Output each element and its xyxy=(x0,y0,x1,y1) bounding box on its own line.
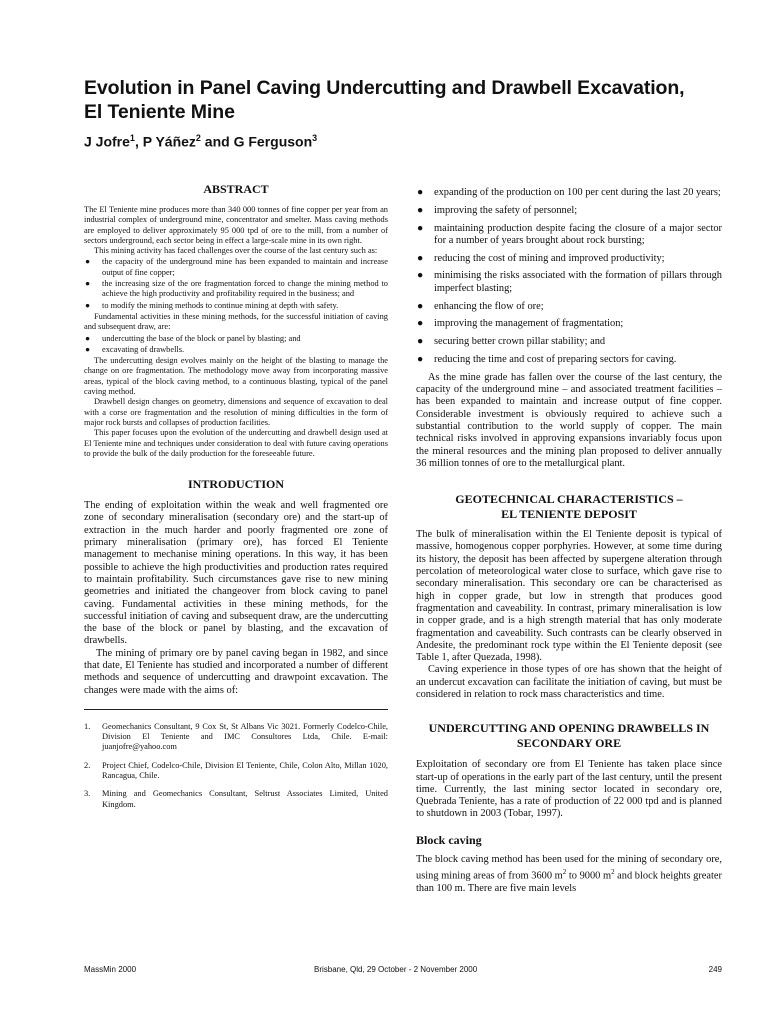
list-item xyxy=(84,257,388,278)
list-item xyxy=(416,354,722,366)
introduction-paragraph: The ending of exploitation within the weak and well fragmented ore zone of secondary mineralisation (secondary ore) and the start-up of extraction in the much harder and poorly fragmented ore zone of primary mineralisation (primary ore), has forced El Teniente management to mechanise mining operations. In this way, it has been possible to achieve the high productivities and production rates required to maintain profitability. Such circumstances gave rise to new mining geometries and initiated the changeover from block caving to panel caving. Fundamental activities in these mining methods, for the successful initiation of caving and subsequent draw, are the undercutting the base of the block or panel by blasting, and the excavation of drawbells. xyxy=(84,500,388,647)
bullet-icon: ● xyxy=(417,252,424,264)
list-item-text: maintaining production despite facing the closure of a major sector for a number of years brought about rock bursting; xyxy=(434,222,722,246)
list-item xyxy=(84,334,388,344)
right-column xyxy=(416,187,722,895)
abstract-paragraph: Fundamental activities in these mining methods, for the successful initiation of caving and subsequent draw, are: xyxy=(84,311,388,332)
list-item-text: securing better crown pillar stability; and xyxy=(434,336,606,348)
list-item-text: improving the safety of personnel; xyxy=(434,204,578,216)
footnote xyxy=(84,789,388,810)
bullet-icon: ● xyxy=(417,336,424,348)
list-item-text: expanding of the production on 100 per cent during the last 20 years; xyxy=(434,187,721,198)
bullet-icon: ● xyxy=(417,222,424,234)
unit-superscript: 2 xyxy=(562,868,567,877)
text-run: and block heights greater than 100 m. There are five main levels xyxy=(416,870,722,894)
author-list xyxy=(84,133,317,150)
footnote-divider xyxy=(84,709,388,710)
introduction-heading: INTRODUCTION xyxy=(187,477,284,492)
text-run: The block caving method has been used for the mining of secondary ore, using mining areas of from 3600 m xyxy=(416,853,722,882)
abstract-paragraph: This paper focuses upon the evolution of the undercutting and drawbell design used at El Teniente mine and techniques under consideration to deal with future caving operations to provide the bulk of the daily production for the foreseeable future. xyxy=(84,428,388,458)
list-item-text: minimising the risks associated with the formation of pillars through imperfect blasting; xyxy=(434,270,722,294)
undercutting-heading-line: SECONDARY ORE xyxy=(516,736,622,751)
footnotes xyxy=(84,722,388,810)
list-item-text: excavating of drawbells. xyxy=(102,344,185,354)
geotech-heading xyxy=(416,492,722,522)
block-caving-body xyxy=(416,854,722,895)
footnote-number: 1. xyxy=(84,721,91,731)
abstract-paragraph: Drawbell design changes on geometry, dimensions and sequence of excavation to deal with a corse ore fragmentation and the resolution of mining difficulties in the form of major rock bursts and collapses of production facilities. xyxy=(84,397,388,427)
list-item-text: to modify the mining methods to continue mining at depth with safety. xyxy=(102,300,339,310)
list-item-text: the increasing size of the ore fragmentation forced to change the mining method to achieve the high productivity and profitability required in the business; and xyxy=(102,279,388,299)
geotech-heading-line: GEOTECHNICAL CHARACTERISTICS – xyxy=(455,492,683,507)
paper-title: Evolution in Panel Caving Undercutting and Drawbell Excavation, El Teniente Mine xyxy=(84,77,685,123)
bullet-icon: ● xyxy=(417,187,424,198)
bullet-icon: ● xyxy=(417,318,424,330)
geotech-heading-line: EL TENIENTE DEPOSIT xyxy=(501,507,637,522)
abstract-heading: ABSTRACT xyxy=(203,182,269,196)
geotech-body xyxy=(416,529,722,701)
undercutting-body xyxy=(416,759,722,820)
author-name: P Yáñez xyxy=(142,133,196,150)
bullet-icon: ● xyxy=(417,204,424,216)
abstract-paragraph: The undercutting design evolves mainly on the height of the blasting to manage the change on ore fragmentation. The methodology move away from incorporating massive areas, typical of the block caving method, to a continuous blasting, typical of the panel caving method. xyxy=(84,356,388,397)
bullet-icon: ● xyxy=(417,300,424,312)
left-column xyxy=(84,182,388,818)
list-item xyxy=(416,187,722,199)
bullet-icon: ● xyxy=(85,333,91,343)
bullet-icon: ● xyxy=(417,353,424,365)
list-item xyxy=(416,301,722,313)
geotech-paragraph: The bulk of mineralisation within the El Teniente deposit is typical of massive, homogenous copper porphyries. However, at some time during its history, the deposit has been affected by supergene alteration through percolation of meteorological water close to surface, which gave rise to secondary mineralisation. This secondary ore can be characterised as high in copper grade, but low in strength that produces good fragmentation and caveability. In contrast, primary mineralisation is low in copper grade, and is a high strength material that has only moderate fragmentation and caveability. Such contrasts can be clearly observed in Andesite, the predominant rock type within the El Teniente deposit (see Table 1, after Quezada, 1998). xyxy=(416,529,722,664)
list-item xyxy=(84,301,388,311)
abstract-bullet-list xyxy=(84,257,388,310)
geotech-paragraph: Caving experience in those types of ore has shown that the height of an undercut excavation can facilitate the initiation of caving, but must be considered in relation to rock mass characteristics and time. xyxy=(416,664,722,700)
unit-superscript: 2 xyxy=(611,868,615,877)
list-item xyxy=(84,345,388,355)
list-item-text: improving the management of fragmentation; xyxy=(434,318,624,330)
author-separator: and xyxy=(200,133,234,150)
list-item xyxy=(416,270,722,295)
list-item-text: undercutting the base of the block or panel by blasting; and xyxy=(102,333,301,343)
footnote xyxy=(84,722,388,753)
aims-section xyxy=(416,187,722,470)
list-item-text: reducing the time and cost of preparing sectors for caving. xyxy=(434,353,677,365)
block-caving-heading: Block caving xyxy=(416,832,482,847)
author-name: G Ferguson xyxy=(233,133,313,150)
footnote-number: 2. xyxy=(84,760,91,770)
body-paragraph: As the mine grade has fallen over the course of the last century, the capacity of the underground mine – and associated treatment facilities – has been expanded to maintain and increase output of fine copper. Considerable investment is obviously required to achieve such a substantial contribution to the world supply of copper. The main technical risks involved in approving expansions invariably focus upon the mineral resources and the mining plan proposed to deliver annually 36 million tonnes of ore to the metallurgical plant. xyxy=(416,371,722,469)
bullet-icon: ● xyxy=(85,279,91,289)
footer-conference: MassMin 2000 xyxy=(84,965,137,974)
introduction-body xyxy=(84,500,388,697)
footnote xyxy=(84,761,388,782)
author-affiliation-mark: 2 xyxy=(195,133,201,143)
abstract-body xyxy=(84,205,388,459)
abstract-paragraph: This mining activity has faced challenges over the course of the last century such as: xyxy=(94,246,378,256)
list-item-text: reducing the cost of mining and improved productivity; xyxy=(434,252,665,264)
list-item xyxy=(416,253,722,265)
undercutting-heading-line: UNDERCUTTING AND OPENING DRAWBELLS IN xyxy=(428,721,710,736)
bullet-icon: ● xyxy=(85,344,91,354)
aims-bullet-list xyxy=(416,187,722,366)
footnote-text: Project Chief, Codelco-Chile, Division El Teniente, Chile, Colon Alto, Millan 1020, Rancagua, Chile. xyxy=(102,760,388,781)
author-separator: , xyxy=(134,133,143,150)
undercutting-heading xyxy=(416,721,722,751)
footnote-text: Geomechanics Consultant, 9 Cox St, St Albans Vic 3021. Formerly Codelco-Chile, Division El Teniente and IMC Consultores Ltda, Chile. E-mail: juanjofre@yahoo.com xyxy=(102,721,388,752)
list-item xyxy=(416,318,722,330)
footer-location-date: Brisbane, Qld, 29 October - 2 November 2000 xyxy=(314,965,478,974)
list-item-text: the capacity of the underground mine has been expanded to maintain and increase output of fine copper; xyxy=(102,257,388,277)
list-item xyxy=(84,279,388,300)
bullet-icon: ● xyxy=(417,270,424,282)
abstract-bullet-list xyxy=(84,334,388,356)
introduction-paragraph: The mining of primary ore by panel caving began in 1982, and since that date, El Teniente has studied and incorporated a number of different methods and sequence of undercutting and drawpoint excavation. The changes were made with the aims of: xyxy=(84,647,388,696)
block-caving-paragraph xyxy=(416,854,722,895)
undercutting-paragraph: Exploitation of secondary ore from El Teniente has taken place since start-up of operations in the early part of the last century, until the present time. Currently, the last mining sector located in secondary ore, Quebrada Teniente, has a rate of production of 22 000 tpd and is planned to shutdown in 2003 (Tobar, 1997). xyxy=(416,759,722,820)
list-item xyxy=(416,223,722,248)
page-number: 249 xyxy=(708,965,722,974)
list-item-text: enhancing the flow of ore; xyxy=(434,300,544,312)
footnote-text: Mining and Geomechanics Consultant, Seltrust Associates Limited, United Kingdom. xyxy=(102,789,388,809)
list-item xyxy=(416,336,722,348)
footnote-number: 3. xyxy=(84,789,91,799)
text-run: to 9000 m xyxy=(566,870,612,882)
list-item xyxy=(416,205,722,217)
bullet-icon: ● xyxy=(85,300,91,310)
bullet-icon: ● xyxy=(85,257,91,267)
abstract-paragraph: The El Teniente mine produces more than 340 000 tonnes of fine copper per year from an industrial complex of underground mine, concentrator and smelter. Mass caving methods are employed to deliver approximately 95 000 tpd of ore to the mill, from a number of sectors underground, each sector being in effect a large-scale mine in its own right. xyxy=(84,205,388,245)
author-name: J Jofre xyxy=(84,133,130,150)
author-affiliation-mark: 3 xyxy=(312,133,318,143)
author-affiliation-mark: 1 xyxy=(129,133,135,143)
